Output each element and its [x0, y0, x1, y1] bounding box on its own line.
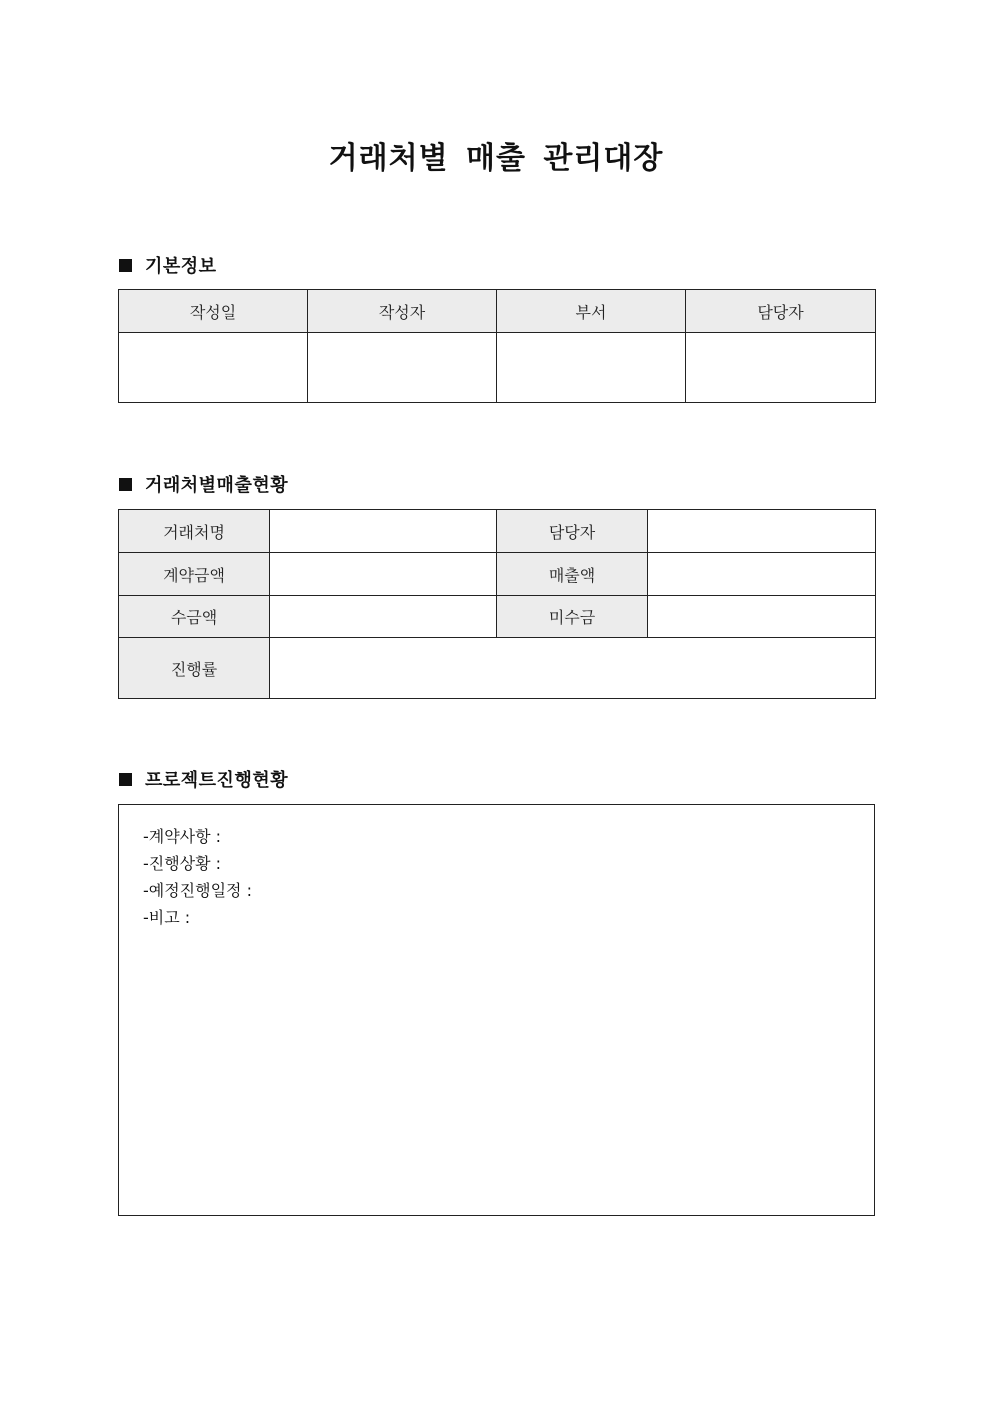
table-row — [119, 510, 876, 553]
value-progress-rate[interactable] — [270, 638, 876, 699]
value-manager[interactable] — [648, 510, 876, 553]
value-collected-amount[interactable] — [270, 596, 497, 638]
header-cell-department: 부서 — [497, 290, 686, 333]
label-collected-amount: 수금액 — [119, 596, 270, 638]
project-status-notes-box[interactable] — [118, 804, 875, 1216]
note-contract-terms: -계약사항 : — [143, 827, 222, 846]
header-cell-author: 작성자 — [308, 290, 497, 333]
value-cell-date[interactable] — [119, 333, 308, 403]
square-bullet-icon — [119, 773, 132, 786]
sales-status-table — [118, 509, 876, 699]
table-header-row — [119, 290, 876, 333]
value-cell-author[interactable] — [308, 333, 497, 403]
notes-list — [119, 805, 874, 931]
label-progress-rate: 진행률 — [119, 638, 270, 699]
value-outstanding-amount[interactable] — [648, 596, 876, 638]
note-planned-schedule: -예정진행일정 : — [143, 881, 252, 900]
table-row — [119, 638, 876, 699]
table-row — [119, 553, 876, 596]
value-cell-manager[interactable] — [686, 333, 876, 403]
value-cell-department[interactable] — [497, 333, 686, 403]
basic-info-table — [118, 289, 876, 403]
section-heading-project-status — [119, 767, 288, 791]
note-remarks: -비고 : — [143, 908, 191, 927]
table-value-row — [119, 333, 876, 403]
square-bullet-icon — [119, 478, 132, 491]
section-heading-label: 기본정보 — [145, 256, 217, 277]
value-contract-amount[interactable] — [270, 553, 497, 596]
label-sales-amount: 매출액 — [497, 553, 648, 596]
page-title: 거래처별 매출 관리대장 — [328, 141, 664, 176]
section-heading-label: 프로젝트진행현황 — [145, 770, 289, 791]
section-heading-basic-info — [119, 253, 217, 277]
square-bullet-icon — [119, 259, 132, 272]
label-client-name: 거래처명 — [119, 510, 270, 553]
label-contract-amount: 계약금액 — [119, 553, 270, 596]
label-manager: 담당자 — [497, 510, 648, 553]
value-sales-amount[interactable] — [648, 553, 876, 596]
table-row — [119, 596, 876, 638]
label-outstanding-amount: 미수금 — [497, 596, 648, 638]
section-heading-sales-status — [119, 472, 288, 496]
header-cell-manager: 담당자 — [686, 290, 876, 333]
note-progress-status: -진행상황 : — [143, 854, 222, 873]
header-cell-date: 작성일 — [119, 290, 308, 333]
value-client-name[interactable] — [270, 510, 497, 553]
section-heading-label: 거래처별매출현황 — [145, 475, 289, 496]
